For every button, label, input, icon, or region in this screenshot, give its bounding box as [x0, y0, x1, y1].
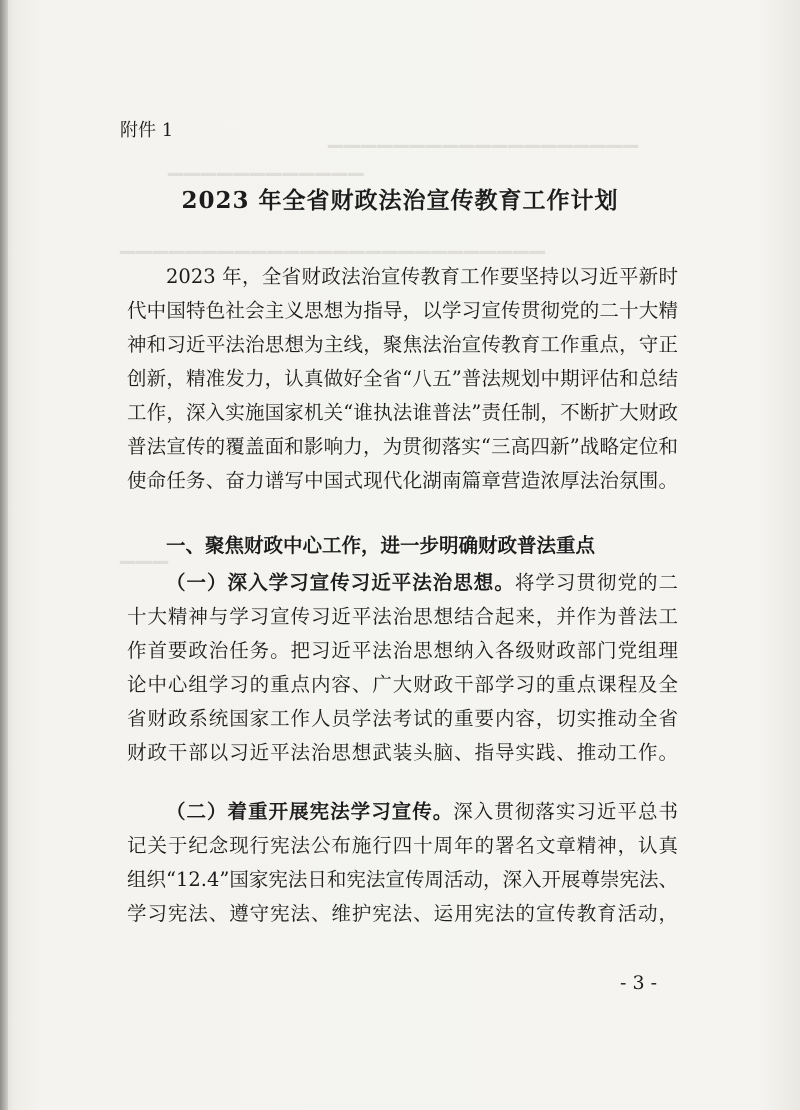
- item1-line: 十大精神与学习宣传习近平法治思想结合起来，并作为普法工: [127, 605, 678, 628]
- show-through-mark: ▁▁▁▁▁▁▁▁▁▁▁▁▁▁▁▁▁▁▁: [328, 124, 640, 148]
- intro-line: 创新，精准发力，认真做好全省“八五”普法规划中期评估和总结: [127, 367, 678, 390]
- item2-line: 学习宪法、遵守宪法、维护宪法、运用宪法的宣传教育活动，: [127, 902, 678, 925]
- section-heading: 一、聚焦财政中心工作，进一步明确财政普法重点: [166, 534, 596, 557]
- item1-first-line-text: 将学习贯彻党的二: [514, 571, 678, 594]
- item2-line: 记关于纪念现行宪法公布施行四十周年的署名文章精神，认真: [127, 834, 678, 857]
- intro-line: 神和习近平法治思想为主线，聚焦法治宣传教育工作重点，守正: [127, 333, 678, 356]
- item1-line: 财政干部以习近平法治思想武装头脑、指导实践、推动工作。: [127, 741, 678, 764]
- show-through-mark: ▁▁▁▁▁▁▁▁▁▁▁▁: [168, 152, 365, 176]
- intro-line: 普法宣传的覆盖面和影响力，为贯彻落实“三高四新”战略定位和: [127, 435, 678, 458]
- show-through-mark: ▁▁▁▁▁▁▁▁▁▁▁▁▁▁▁▁▁▁▁▁▁▁▁▁▁▁: [120, 230, 546, 254]
- intro-line: 代中国特色社会主义思想为指导，以学习宣传贯彻党的二十大精: [127, 299, 678, 322]
- page-number: - 3 -: [620, 972, 658, 994]
- item1-line: 论中心组学习的重点内容、广大财政干部学习的重点课程及全: [127, 673, 678, 696]
- show-through-mark: ▁▁▁: [120, 540, 170, 564]
- document-title: 2023 年全省财政法治宣传教育工作计划: [181, 187, 619, 214]
- intro-line: 使命任务、奋力谱写中国式现代化湖南篇章营造浓厚法治氛围。: [127, 469, 678, 492]
- item1-heading: （一）深入学习宣传习近平法治思想。: [166, 571, 515, 594]
- item2-line: 组织“12.4”国家宪法日和宪法宣传周活动，深入开展尊崇宪法、: [127, 868, 678, 891]
- intro-line: 2023 年，全省财政法治宣传教育工作要坚持以习近平新时: [166, 265, 678, 288]
- item1-line: 省财政系统国家工作人员学法考试的重要内容，切实推动全省: [127, 707, 678, 730]
- item2-first-line-text: 深入贯彻落实习近平总书: [453, 800, 678, 823]
- attachment-label: 附件 1: [120, 120, 174, 141]
- item1-line: 作首要政治任务。把习近平法治思想纳入各级财政部门党组理: [127, 639, 678, 662]
- item1-first-line: [166, 566, 678, 600]
- scan-shadow-edge: [0, 0, 8, 1110]
- item2-heading: （二）着重开展宪法学习宣传。: [166, 800, 454, 823]
- item2-first-line: [166, 795, 678, 829]
- intro-line: 工作，深入实施国家机关“谁执法谁普法”责任制，不断扩大财政: [127, 401, 678, 424]
